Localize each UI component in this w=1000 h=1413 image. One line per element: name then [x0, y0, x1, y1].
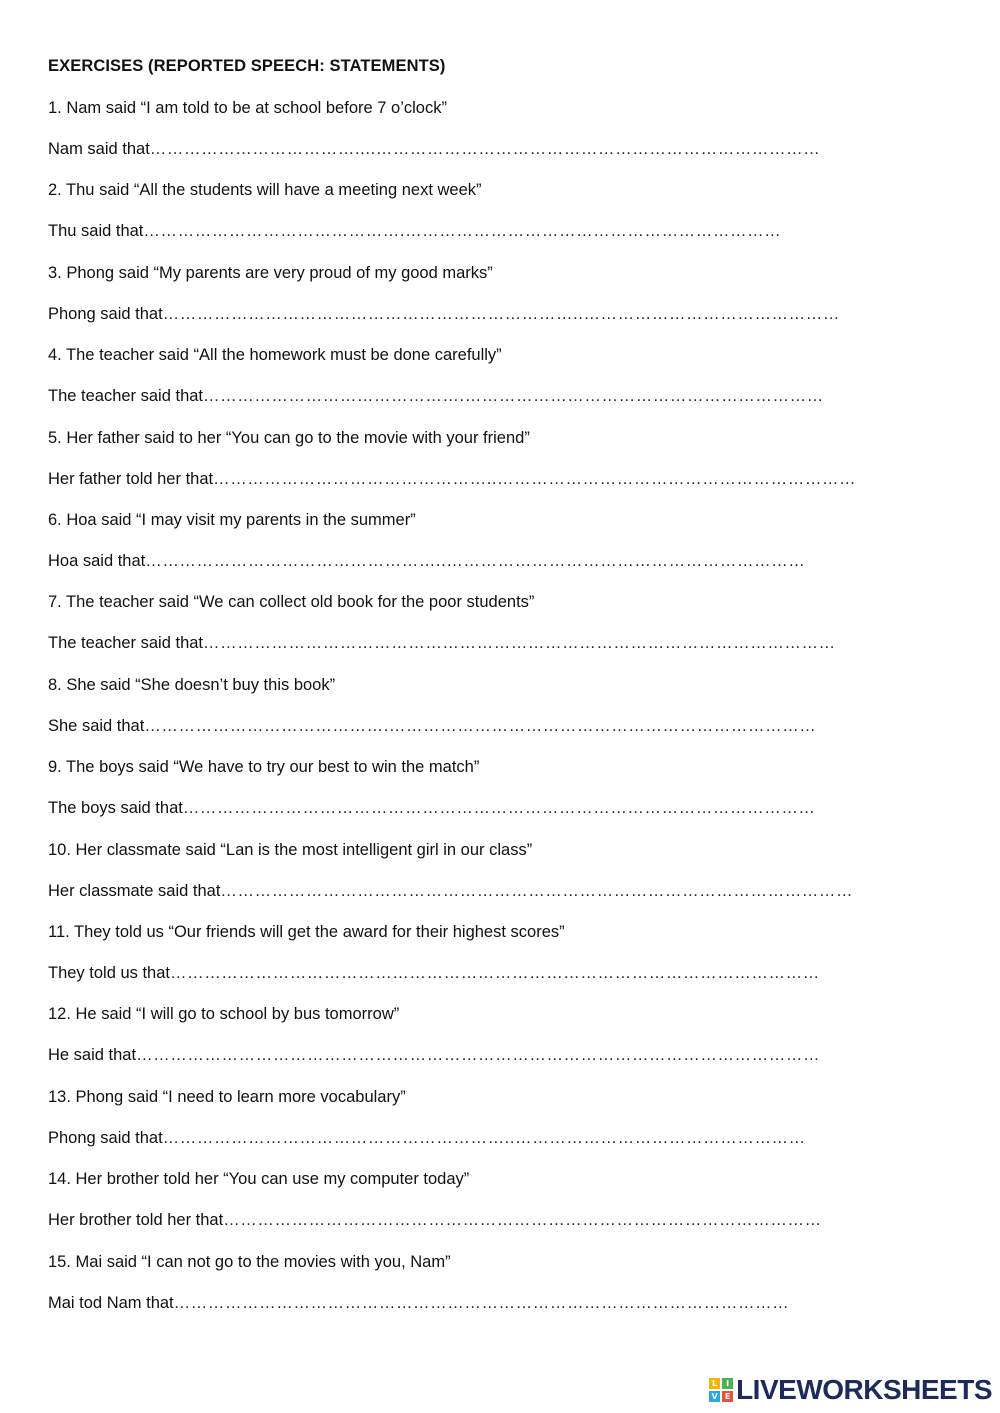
answer-blank[interactable]: …………………………………….…………………………………………………………………	[144, 716, 817, 735]
answer-line[interactable]	[48, 706, 948, 747]
answer-prompt: He said that	[48, 1046, 137, 1065]
liveworksheets-logo	[709, 1373, 992, 1407]
answer-prompt: Her brother told her that	[48, 1211, 224, 1230]
exercise-item	[48, 170, 948, 252]
exercise-item	[48, 335, 948, 417]
exercise-question: 11. They told us “Our friends will get the award for their highest scores”	[48, 923, 565, 941]
page-title: EXERCISES (REPORTED SPEECH: STATEMENTS)	[48, 57, 446, 75]
exercise-question: 1. Nam said “I am told to be at school before 7 o’clock”	[48, 99, 447, 117]
answer-blank[interactable]: ……………………………………………………..……………………………………………	[162, 1128, 806, 1147]
answer-prompt: Hoa said that	[48, 552, 146, 570]
answer-blank[interactable]: …………………………………………………………………………………………………	[182, 799, 816, 818]
answer-blank[interactable]: ……………………………………………………………………………………………………	[170, 964, 820, 982]
logo-badge-icon	[709, 1378, 733, 1402]
answer-prompt: Nam said that	[48, 140, 150, 158]
answer-blank[interactable]: ………………………………………………………………..………………………………………	[162, 304, 840, 323]
answer-prompt: She said that	[48, 716, 145, 735]
exercise-item	[48, 1242, 948, 1324]
answer-blank[interactable]: …………………………………………………………………………………………………	[220, 881, 854, 900]
exercise-item	[48, 994, 948, 1076]
answer-line[interactable]	[48, 953, 948, 994]
answer-line[interactable]	[48, 541, 948, 582]
answer-prompt: Mai tod Nam that	[48, 1293, 174, 1312]
exercise-item	[48, 1159, 948, 1241]
answer-line[interactable]	[48, 211, 948, 252]
logo-badge-letter: L	[709, 1378, 720, 1389]
exercise-question: 8. She said “She doesn’t buy this book”	[48, 675, 336, 694]
answer-line[interactable]	[48, 376, 948, 417]
exercise-question: 6. Hoa said “I may visit my parents in the summer”	[48, 511, 416, 529]
answer-blank[interactable]: …………………………………………..………………………………………………………	[213, 469, 857, 488]
answer-prompt: They told us that	[48, 964, 170, 982]
answer-line[interactable]	[48, 788, 948, 829]
exercise-item	[48, 830, 948, 912]
exercise-question: 7. The teacher said “We can collect old book for the poor students”	[48, 593, 535, 612]
exercise-question: 10. Her classmate said “Lan is the most intelligent girl in our class”	[48, 840, 533, 859]
answer-line[interactable]	[48, 129, 948, 170]
exercise-item	[48, 747, 948, 829]
answer-prompt: Phong said that	[48, 1128, 163, 1147]
exercise-question: 2. Thu said “All the students will have a meeting next week”	[48, 181, 482, 200]
answer-prompt: The boys said that	[48, 799, 183, 818]
answer-prompt: Phong said that	[48, 304, 163, 323]
answer-prompt: The teacher said that	[48, 387, 204, 406]
answer-line[interactable]	[48, 1283, 948, 1324]
exercise-item	[48, 88, 948, 170]
answer-blank[interactable]: ……………………………………………..………………………………………………………	[145, 552, 806, 570]
exercise-question: 15. Mai said “I can not go to the movies with you, Nam”	[48, 1252, 451, 1271]
answer-blank[interactable]: ………………………………....……………………………………………………………………	[149, 140, 821, 158]
exercise-question: 4. The teacher said “All the homework must be done carefully”	[48, 346, 502, 365]
answer-blank[interactable]: ……………………………………….………………………………………………………	[203, 387, 824, 406]
answer-line[interactable]	[48, 1200, 948, 1241]
answer-line[interactable]	[48, 871, 948, 912]
exercise-question: 3. Phong said “My parents are very proud of my good marks”	[48, 263, 493, 282]
exercise-item	[48, 253, 948, 335]
logo-badge-letter: I	[722, 1378, 733, 1389]
exercise-question: 12. He said “I will go to school by bus tomorrow”	[48, 1005, 400, 1024]
exercise-question: 14. Her brother told her “You can use my computer today”	[48, 1170, 470, 1189]
logo-badge-letter: E	[722, 1391, 733, 1402]
answer-line[interactable]	[48, 294, 948, 335]
logo-badge-letter: V	[709, 1391, 720, 1402]
answer-line[interactable]	[48, 623, 948, 664]
logo-text: LIVEWORKSHEETS	[736, 1374, 992, 1405]
exercise-item	[48, 665, 948, 747]
answer-prompt: The teacher said that	[48, 634, 204, 653]
answer-prompt: Thu said that	[48, 222, 144, 241]
exercise-item	[48, 418, 948, 500]
answer-blank[interactable]: ………………………………………………………………………………………………	[173, 1293, 790, 1312]
answer-line[interactable]	[48, 459, 948, 500]
answer-blank[interactable]: …………………………………………………………………………………………………	[203, 634, 836, 653]
answer-line[interactable]	[48, 1118, 948, 1159]
exercise-item	[48, 500, 948, 582]
answer-blank[interactable]: …………………………………………………………………………………………………………	[136, 1046, 821, 1065]
exercise-question: 13. Phong said “I need to learn more vocabulary”	[48, 1087, 406, 1106]
exercise-item	[48, 1077, 948, 1159]
answer-blank[interactable]: ……………………………………………………………………………………………	[223, 1211, 822, 1230]
exercise-item	[48, 582, 948, 664]
answer-prompt: Her father told her that	[48, 469, 214, 488]
exercise-question: 5. Her father said to her “You can go to the movie with your friend”	[48, 428, 530, 447]
exercise-question: 9. The boys said “We have to try our best to win the match”	[48, 758, 480, 777]
exercise-item	[48, 912, 948, 994]
answer-line[interactable]	[48, 1035, 948, 1076]
answer-blank[interactable]: ……………………………………….…………………………………………………………	[143, 222, 782, 241]
answer-prompt: Her classmate said that	[48, 881, 221, 900]
